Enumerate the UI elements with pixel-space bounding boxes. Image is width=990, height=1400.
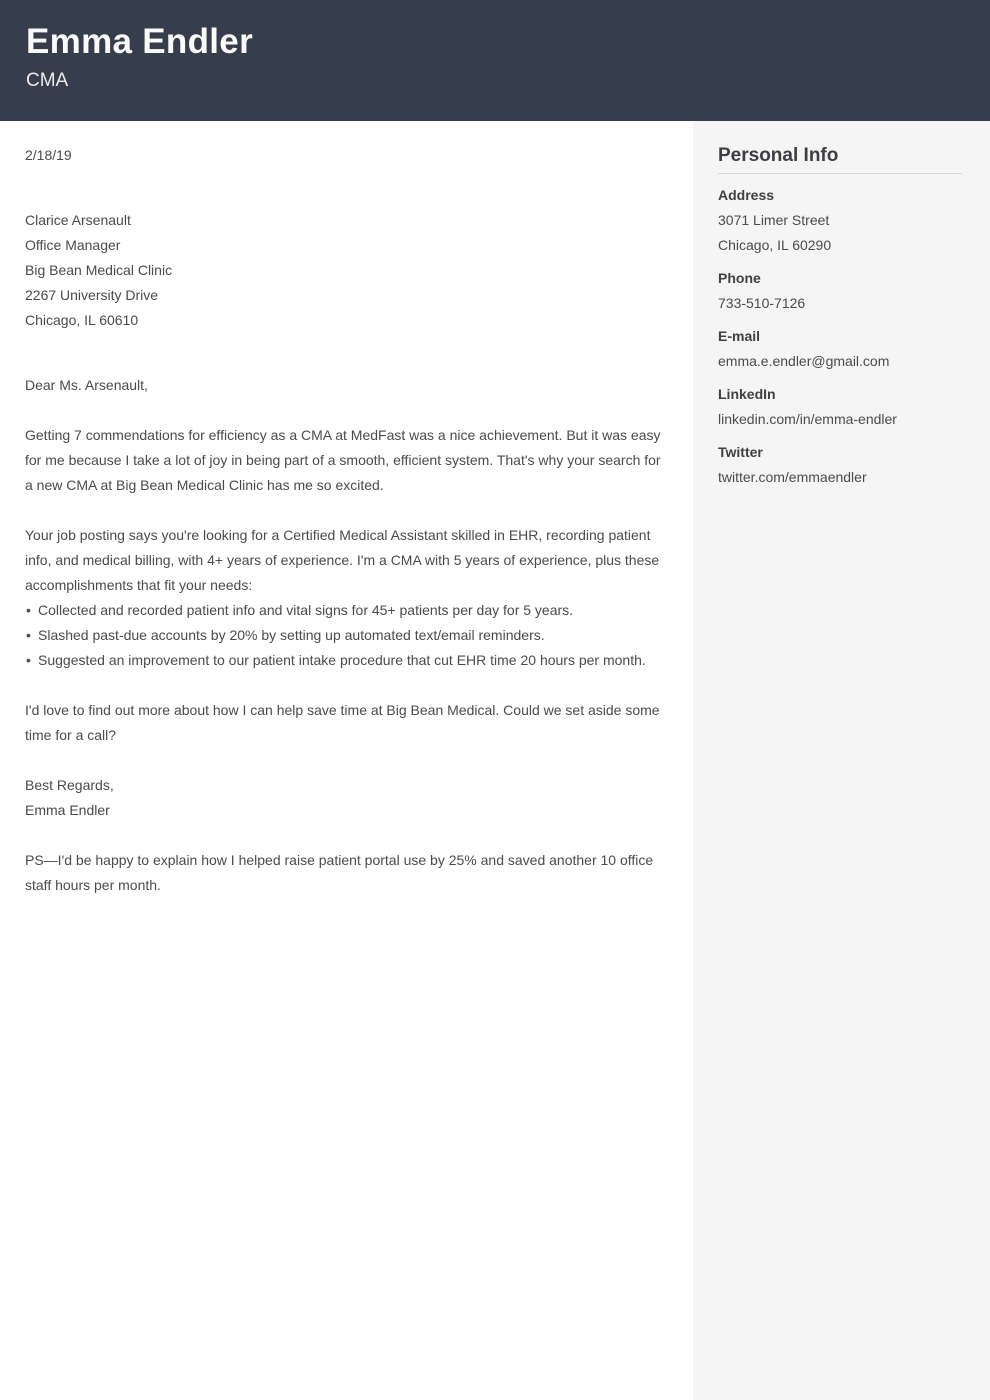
info-label: LinkedIn (718, 386, 776, 402)
info-value: linkedin.com/in/emma-endler (718, 411, 897, 427)
sign-off: Best Regards, (25, 777, 114, 793)
recipient-name: Clarice Arsenault (25, 212, 131, 228)
info-section-phone (718, 266, 962, 316)
list-item (25, 598, 668, 623)
signature-block (25, 773, 668, 823)
accomplishments-list (25, 598, 668, 673)
info-section-twitter (718, 440, 962, 490)
letter-date: 2/18/19 (25, 147, 72, 163)
salutation: Dear Ms. Arsenault, (25, 377, 148, 393)
candidate-name: Emma Endler (26, 22, 253, 61)
info-label: Twitter (718, 444, 763, 460)
personal-info-divider (718, 173, 962, 174)
list-item (25, 648, 668, 673)
recipient-company: Big Bean Medical Clinic (25, 262, 173, 278)
bullet-icon: • (26, 627, 31, 643)
list-item-text: Slashed past-due accounts by 20% by setting up automated text/email reminders. (38, 627, 545, 643)
ps-note: PS—I'd be happy to explain how I helped raise patient portal use by 25% and saved another 10 office staff hours per month. (25, 852, 654, 893)
info-value: Chicago, IL 60290 (718, 237, 832, 253)
list-item (25, 623, 668, 648)
list-item-text: Collected and recorded patient info and vital signs for 45+ patients per day for 5 years. (38, 602, 574, 618)
header-bar (0, 0, 990, 121)
letter-paragraph-1: Getting 7 commendations for efficiency as a CMA at MedFast was a nice achievement. But it was easy for me because I take a lot of joy in being part of a smooth, efficient system. That's why your search for a new CMA at Big Bean Medical Clinic has me so excited. (25, 427, 661, 493)
bullet-icon: • (26, 652, 31, 668)
recipient-block (25, 208, 668, 333)
bullet-icon: • (26, 602, 31, 618)
info-label: Address (718, 187, 775, 203)
info-value: emma.e.endler@gmail.com (718, 353, 890, 369)
info-value: 3071 Limer Street (718, 212, 830, 228)
letter-paragraph-3: I'd love to find out more about how I can help save time at Big Bean Medical. Could we set aside some time for a call? (25, 702, 660, 743)
recipient-city: Chicago, IL 60610 (25, 312, 139, 328)
personal-info-heading: Personal Info (718, 145, 839, 166)
letter-body (0, 121, 693, 1400)
info-value: twitter.com/emmaendler (718, 469, 867, 485)
info-value: 733-510-7126 (718, 295, 806, 311)
info-section-address (718, 183, 962, 258)
info-label: Phone (718, 270, 761, 286)
list-item-text: Suggested an improvement to our patient intake procedure that cut EHR time 20 hours per month. (38, 652, 646, 668)
candidate-title: CMA (26, 70, 69, 91)
letter-paragraph-2: Your job posting says you're looking for a Certified Medical Assistant skilled in EHR, recording patient info, and medical billing, with 4+ years of experience. I'm a CMA with 5 years of experience, plus these accomplishments that fit your needs: (25, 527, 660, 593)
recipient-role: Office Manager (25, 237, 121, 253)
info-section-email (718, 324, 962, 374)
info-section-linkedin (718, 382, 962, 432)
personal-info-sidebar (693, 121, 990, 1400)
signature: Emma Endler (25, 802, 110, 818)
content-area (0, 121, 990, 1400)
info-label: E-mail (718, 328, 761, 344)
recipient-street: 2267 University Drive (25, 287, 159, 303)
